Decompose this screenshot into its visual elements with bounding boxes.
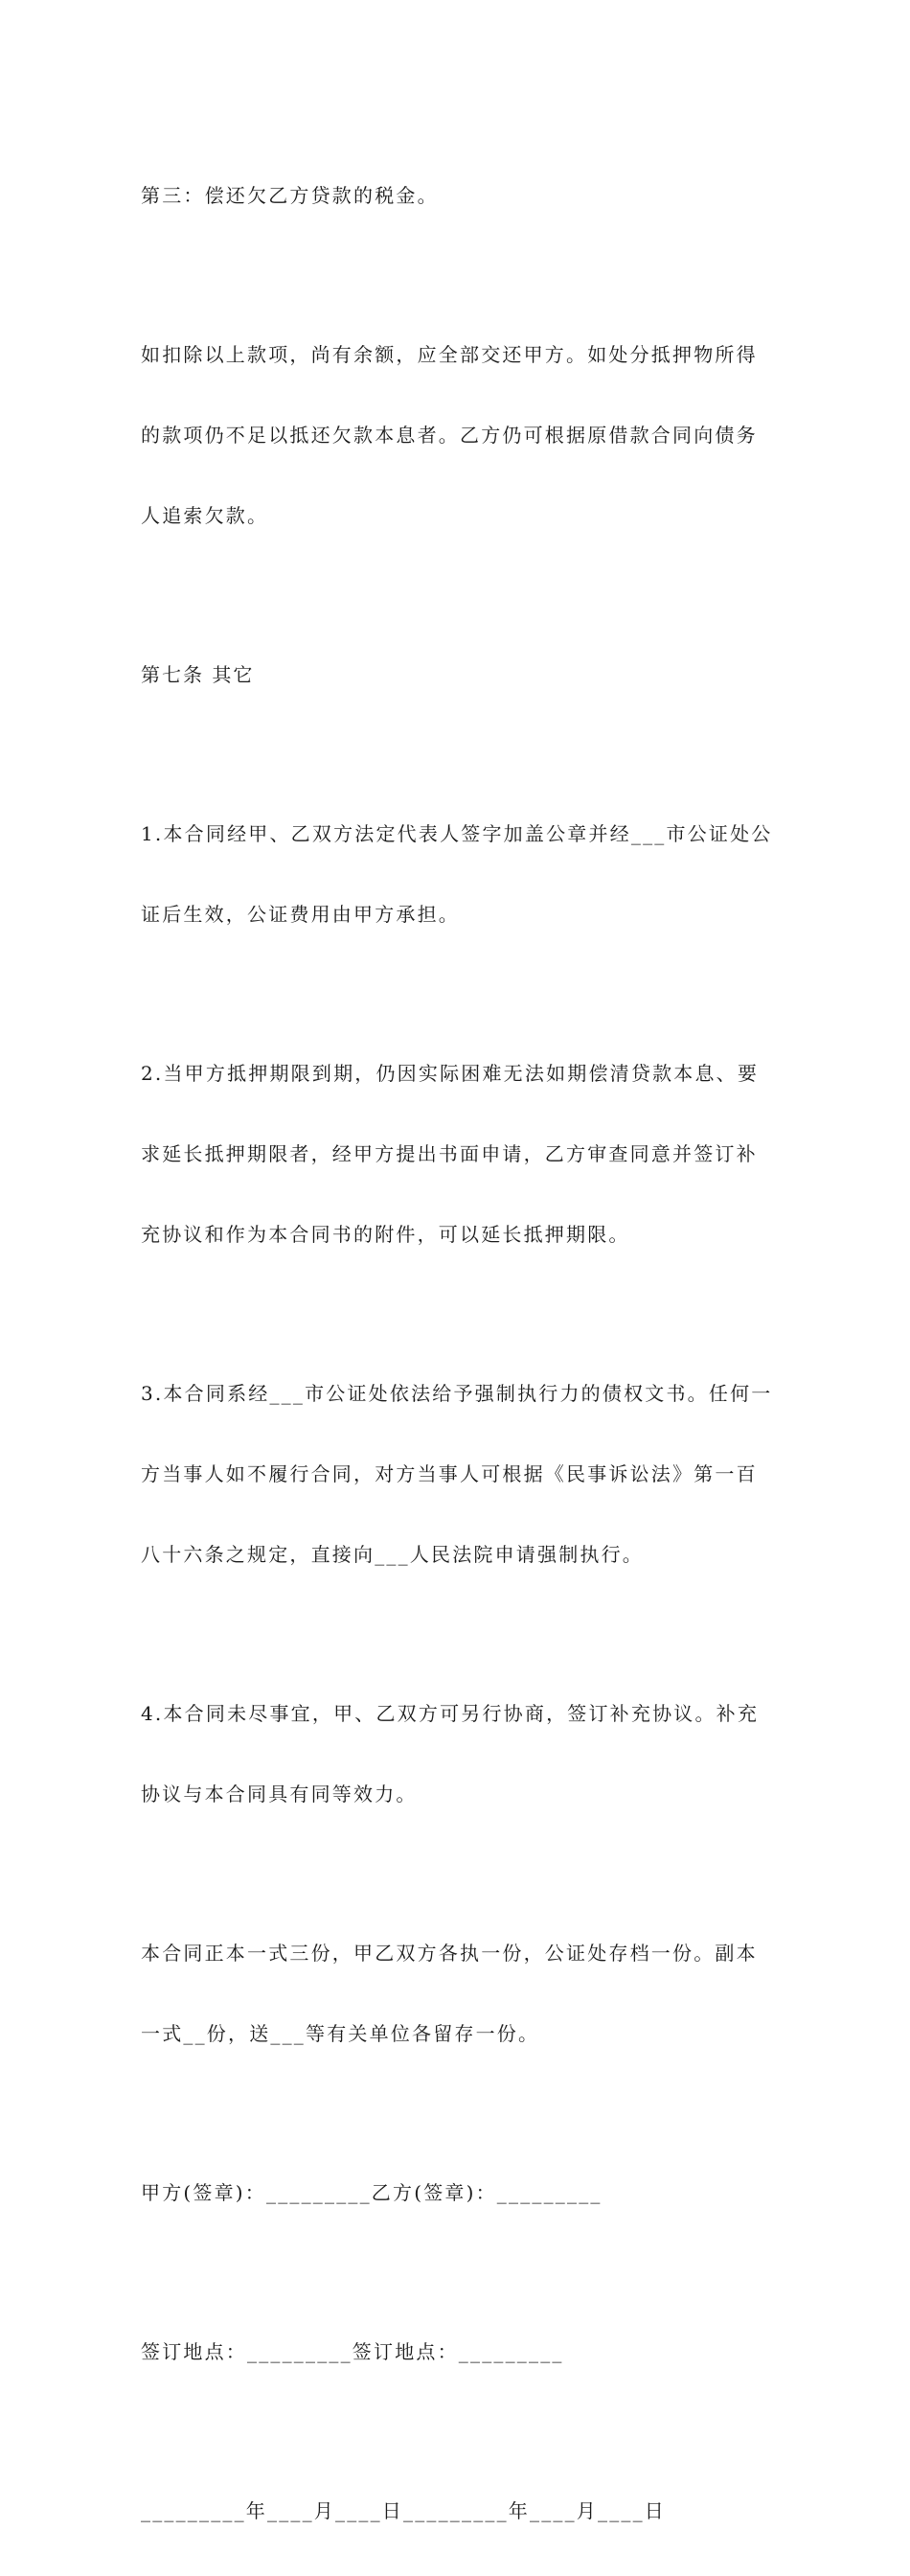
text-line: 第七条 其它 xyxy=(141,663,255,686)
signing-date-line xyxy=(141,2444,773,2576)
signature-line xyxy=(141,2126,773,2260)
text-line: 1.本合同经甲、乙双方法定代表人签字加盖公章并经___市公证处公 xyxy=(141,822,773,845)
text-line: 第三：偿还欠乙方贷款的税金。 xyxy=(141,184,439,207)
clause-3 xyxy=(141,1326,773,1622)
signing-location-line xyxy=(141,2285,773,2419)
text-line: 3.本合同系经___市公证处依法给予强制执行力的债权文书。任何一 xyxy=(141,1382,773,1405)
text-line: 人追索欠款。 xyxy=(141,504,269,527)
text-line: 2.当甲方抵押期限到期，仍因实际困难无法如期偿清贷款本息、要 xyxy=(141,1062,760,1085)
clause-2 xyxy=(141,1006,773,1301)
text-line: 一式__份，送___等有关单位各留存一份。 xyxy=(141,2022,540,2045)
text-line: 甲方(签章)：_________乙方(签章)：_________ xyxy=(141,2181,603,2204)
copies-paragraph xyxy=(141,1886,773,2101)
text-line: 方当事人如不履行合同，对方当事人可根据《民事诉讼法》第一百 xyxy=(141,1462,758,1485)
text-line: 如扣除以上款项，尚有余额，应全部交还甲方。如处分抵押物所得 xyxy=(141,343,758,366)
text-line: 证后生效，公证费用由甲方承担。 xyxy=(141,903,460,926)
text-line: 的款项仍不足以抵还欠款本息者。乙方仍可根据原借款合同向债务 xyxy=(141,424,758,447)
text-line: 4.本合同未尽事宜，甲、乙双方可另行协商，签订补充协议。补充 xyxy=(141,1702,760,1725)
text-line: 协议与本合同具有同等效力。 xyxy=(141,1782,418,1806)
clause-1 xyxy=(141,767,773,981)
document-body xyxy=(141,128,773,2576)
text-line: 求延长抵押期限者，经甲方提出书面申请，乙方审查同意并签订补 xyxy=(141,1142,758,1165)
text-line: 八十六条之规定，直接向___人民法院申请强制执行。 xyxy=(141,1543,644,1566)
paragraph-remaining-balance xyxy=(141,288,773,583)
section-heading-article-7 xyxy=(141,608,773,742)
text-line: 签订地点：_________签订地点：_________ xyxy=(141,2340,564,2363)
text-line: 充协议和作为本合同书的附件，可以延长抵押期限。 xyxy=(141,1223,630,1246)
paragraph-item-3-tax xyxy=(141,128,773,263)
text-line: 本合同正本一式三份，甲乙双方各执一份，公证处存档一份。副本 xyxy=(141,1942,758,1965)
text-line: _________年____月____日_________年____月____日 xyxy=(141,2499,666,2522)
clause-4 xyxy=(141,1646,773,1861)
